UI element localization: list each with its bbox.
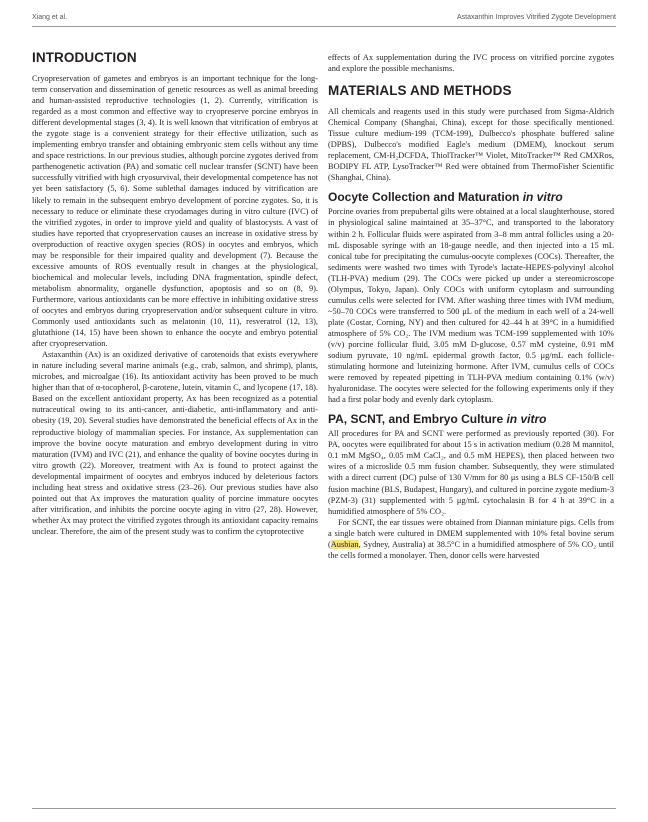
pa-heading-italic: in vitro bbox=[506, 412, 547, 427]
materials-methods-heading: MATERIALS AND METHODS bbox=[328, 83, 512, 99]
oocyte-heading-text: Oocyte Collection and Maturation bbox=[328, 190, 523, 205]
right-column bbox=[328, 52, 614, 561]
header-authors: Xiang et al. bbox=[32, 13, 68, 21]
pa-p2-before: For SCNT, the ear tissues were obtained from Diannan miniature pigs. Cells from a single batch were cultured in DMEM supplemented with 10% fetal bovine serum ( bbox=[328, 517, 614, 549]
materials-paragraph: All chemicals and reagents used in this study were purchased from Sigma-Aldrich Chemical Company (Shanghai, China), except for those specifically mentioned. Tissue culture medium-199 (TCM-199), Dulbecco's phosphate buffered saline (DPBS), Dulbecco's modified Eagle's medium (DMEM), knockout serum replacement, CM-H₂DCFDA, ThiolTracker™ Violet, MitoTracker™ Red CMXRos, BODIPY FL ATP, LysoTracker™ Red were obtained from ThermoFisher Scientific (Shanghai, China). bbox=[328, 107, 614, 183]
oocyte-collection-heading bbox=[328, 190, 614, 204]
introduction-paragraph-1: Cryopreservation of gametes and embryos is an important technique for the long-term conservation and dissemination of genetic resources as well as animal breeding and human-assisted reproductive technologies (1, 2). Currently, vitrification is regarded as a most common and effective way to cryopreserve porcine embryos in different developmental stages (3, 4). It is well known that vitrification of embryos at the zygote stage is a convenient strategy for their effective utilization, such as implementing embryo transfer and obtaining embryonic stem cells without any time and space restrictions. In our previous studies, although porcine zygotes derived from parthenogenetic activation (PA) and somatic cell nuclear transfer (SCNT) have been successfully vitrified with high cryosurvival, their developmental competence has not yet been satisfactory (5, 6). Some sublethal damages induced by vitrification are likely to remain in the subsequent embryo development of porcine zygotes. So, it is necessary to reduce or eliminate these cryodamages during in vitro culture (IVC) of the vitrified zygotes, in order to improve yield and quality of blastocysts. A vast of studies have reported that cryopreservation causes an increase in oxidative stress by overproduction of reactive oxygen species (ROS) in oocytes and embryos, which may be responsible for their impaired quality and development (7). Because the excessive amounts of ROS eventually result in changes at the physiological, biochemical and molecular levels, including DNA fragmentation, spindle defect, metabolism abnormality, organelle dysfunction, apoptosis and so on (8, 9). Furthermore, various antioxidants can be more effective in inhibiting oxidative stress of oocytes and embryos during cryopreservation and/or subsequent culture in vitro. Commonly used antioxidants such as melatonin (10, 11), resveratrol (12, 13), glutathione (14, 15) have been shown to enhance the oocyte and embryo potential after cryopreservation. bbox=[32, 74, 318, 349]
pa-heading-text: PA, SCNT, and Embryo Culture bbox=[328, 412, 507, 427]
pa-scnt-heading bbox=[328, 412, 614, 426]
header-rule bbox=[32, 26, 616, 27]
running-header bbox=[32, 10, 616, 24]
highlighted-term[interactable]: Ausbian bbox=[330, 539, 359, 549]
introduction-heading: INTRODUCTION bbox=[32, 50, 137, 65]
pa-scnt-paragraph-2 bbox=[328, 517, 614, 561]
pa-p2-after: , Sydney, Australia) at 38.5°C in a humidified atmosphere of 5% CO₂ until the cells formed a monolayer. Then, donor cells were harvested bbox=[328, 539, 614, 560]
pa-scnt-paragraph-1: All procedures for PA and SCNT were performed as previously reported (30). For PA, oocytes were equilibrated for about 15 s in activation medium (0.28 M mannitol, 0.1 mM MgSO₄, 0.05 mM CaCl₂, and 0.5 mM HEPES), then placed between two wires of a microslide 0.5 mm fusion chamber. Subsequently, they were stimulated with a direct current (DC) pulse of 130 V/mm for 80 μs using a BLS CF-150/B cell fusion machine (BLS, Budapest, Hungary), and cultured in porcine zygote medium-3 (PZM-3) (31) supplemented with 5 μg/mL cytochalasin B for 4 h at 39°C in a humidified atmosphere of 5% CO₂. bbox=[328, 429, 614, 516]
introduction-paragraph-2: Astaxanthin (Ax) is an oxidized derivative of carotenoids that exists everywhere in nature including several marine animals (e.g., crab, salmon, and shrimp), plants, microbes, and microalgae (16). Its antioxidant activity has been proved to be much higher than that of α-tocopherol, β-carotene, lutein, vitamin C, and lycopene (17, 18). Based on the excellent antioxidant property, Ax has been recognized as a potential nutraceutical owing to its anti-cancer, anti-diabetic, anti-inflammatory and anti-obesity (19, 20). Several studies have demonstrated the beneficial effects of Ax in the reproductive biology of mammalian species. For instance, Ax supplementation can improve the bovine oocyte maturation and embryo development during in vitro maturation (IVM) and IVC (21), and enhance the quality of bovine oocytes during in vitro growth (22). Moreover, treatment with Ax is found to protect against the developmental impairment of oocytes and embryos induced by deleterious factors including heat stress and oxidative stress (23–26). Our previous studies have also pointed out that Ax improves the maturation quality of porcine immature oocytes after vitrification, and inhibits the porcine oocyte aging in vitro (27, 28). However, whether Ax may protect the vitrified zygotes through its antioxidant capacity remains unclear. Therefore, the aim of the present study was to confirm the cytoprotective bbox=[32, 350, 318, 536]
footer-rule bbox=[32, 808, 616, 809]
header-short-title: Astaxanthin Improves Vitrified Zygote Development bbox=[456, 13, 616, 21]
oocyte-collection-paragraph: Porcine ovaries from prepubertal gilts were obtained at a local slaughterhouse, stored in physiological saline maintained at 35–37°C, and transported to the laboratory within 2 h. Follicular fluids were aspirated from 3–8 mm antral follicles using a 20-mL disposable syringe with an 18-gauge needle, and then injected into a 15 mL conical tube for precipitating the cumulus-oocyte complexes (COCs). Thereafter, the sediments were washed two times with Tyrode's lactate-HEPES-polyvinyl alcohol (TLH-PVA) medium (29). The COCs were picked up under a stereomicroscope (Olympus, Tokyo, Japan). Only COCs with uniform cytoplasm and surrounding cumulus cells were selected for IVM. After washing three times with IVM medium, ~50–70 COCs were transferred to 500 μL of the medium in each well of a 24-well plate (Costar, Corning, NY) and then cultured for 42–44 h at 39°C in a humidified atmosphere of 5% CO₂. The IVM medium was TCM-199 supplemented with 10% (v/v) porcine follicular fluid, 3.05 mM D-glucose, 0.57 mM cysteine, 0.91 mM sodium pyruvate, 10 ng/mL epidermal growth factor, 0.5 μg/mL each follicle-stimulating hormone and luteinizing hormone. After IVM, cumulus cells of COCs were removed by repeated pipetting in TLH-PVA medium containing 0.1% (w/v) hyaluronidase. The oocytes were selected for the following experiments only if they had a first polar body and evenly dark cytoplasm. bbox=[328, 207, 614, 405]
oocyte-heading-italic: in vitro bbox=[522, 190, 563, 205]
introduction-continued: effects of Ax supplementation during the IVC process on vitrified porcine zygotes and explore the possible mechanisms. bbox=[328, 53, 614, 74]
left-column bbox=[32, 50, 318, 537]
